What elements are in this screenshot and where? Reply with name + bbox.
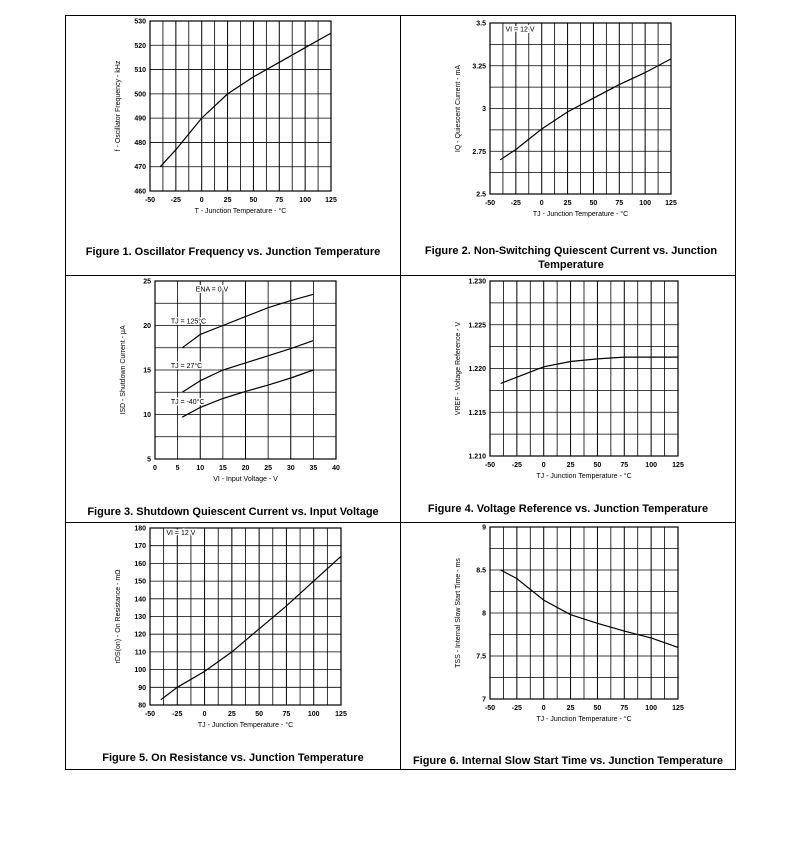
y-tick-label: 1.210: [468, 453, 486, 461]
plot-grid: [490, 527, 678, 699]
x-tick-label: 50: [249, 197, 258, 204]
figure-5-caption: Figure 5. On Resistance vs. Junction Temperature: [102, 752, 364, 764]
y-tick-label: 180: [134, 525, 146, 533]
x-tick-label: 25: [227, 711, 236, 718]
y-tick-label: 520: [134, 42, 146, 50]
figure-6-cell: [401, 523, 735, 769]
annotation-label: ENA = 0 V: [195, 286, 229, 294]
y-tick-label: 120: [134, 631, 146, 639]
x-tick-label: -50: [484, 462, 496, 469]
x-tick-label: 100: [645, 705, 657, 712]
x-tick-label: -50: [144, 711, 156, 718]
x-tick-label: 75: [620, 462, 629, 469]
y-axis-label: ISD - Shutdown Current - µA: [120, 325, 127, 415]
y-tick-label: 460: [134, 188, 146, 196]
figure-2-chart: [401, 16, 735, 275]
x-tick-label: 15: [218, 465, 227, 472]
x-tick-label: 75: [615, 200, 624, 207]
x-axis-label: TJ - Junction Temperature - °C: [536, 716, 632, 723]
plot-grid: [490, 281, 678, 456]
y-tick-label: 500: [134, 91, 146, 99]
y-tick-label: 130: [134, 614, 146, 621]
x-tick-label: -25: [510, 200, 521, 207]
x-tick-label: -50: [484, 200, 496, 207]
y-tick-label: 510: [134, 67, 146, 75]
y-tick-label: 8.5: [476, 567, 486, 575]
x-tick-label: 25: [223, 197, 232, 204]
x-tick-label: 0: [199, 197, 204, 204]
x-tick-label: 25: [264, 465, 273, 472]
y-tick-label: 530: [134, 18, 146, 26]
y-axis-label: rDS(on) - On Resistance - mΩ: [115, 569, 122, 664]
figure-1-caption: Figure 1. Oscillator Frequency vs. Junction Temperature: [85, 246, 381, 258]
annotation-label: TJ = 27°C: [170, 363, 203, 371]
figure-1-chart: [66, 16, 400, 275]
x-tick-label: 0: [539, 200, 544, 207]
x-tick-label: 25: [563, 200, 572, 207]
y-tick-label: 8: [482, 610, 486, 618]
x-axis-label: VI - Input Voltage - V: [213, 476, 278, 483]
y-tick-label: 9: [482, 524, 486, 532]
series-line-3: [182, 370, 313, 417]
y-tick-label: 480: [134, 139, 146, 147]
figure-3-caption: Figure 3. Shutdown Quiescent Current vs. Input Voltage: [87, 506, 379, 518]
figure-2-cell: [401, 16, 735, 275]
y-tick-label: 5: [147, 456, 151, 464]
x-tick-label: -50: [144, 197, 156, 204]
y-tick-label: 110: [134, 649, 146, 657]
y-tick-label: 470: [134, 164, 146, 172]
y-tick-label: 3.5: [476, 20, 486, 28]
figure-5-chart: [66, 523, 400, 769]
x-tick-label: 100: [645, 462, 657, 469]
x-tick-label: 30: [286, 465, 295, 472]
y-tick-label: 1.215: [468, 409, 486, 417]
x-tick-label: 50: [589, 200, 598, 207]
figure-6-caption: Figure 6. Internal Slow Start Time vs. Junction Temperature: [412, 755, 724, 767]
x-tick-label: 50: [593, 705, 602, 712]
figure-6-chart: [401, 523, 735, 769]
y-axis-label: VREF - Voltage Reference - V: [455, 321, 462, 416]
y-tick-label: 1.220: [468, 366, 486, 373]
figure-3-chart: [66, 276, 400, 522]
x-tick-label: -25: [511, 705, 522, 712]
y-tick-label: 160: [134, 560, 146, 568]
x-axis-label: T - Junction Temperature - °C: [194, 208, 287, 215]
x-tick-label: 0: [541, 462, 546, 469]
y-tick-label: 1.225: [468, 322, 486, 330]
x-tick-label: 35: [309, 465, 318, 472]
y-tick-label: 2.5: [476, 191, 486, 199]
y-tick-label: 10: [143, 412, 151, 419]
x-tick-label: 25: [566, 462, 575, 469]
x-tick-label: 20: [241, 465, 250, 472]
figure-4-cell: [401, 276, 735, 522]
x-tick-label: 0: [202, 711, 207, 718]
x-tick-label: 75: [275, 197, 284, 204]
x-tick-label: 100: [307, 711, 320, 718]
annotation-label: TJ = 125°C: [170, 318, 207, 326]
y-tick-label: 15: [143, 367, 151, 375]
x-tick-label: 25: [566, 705, 575, 712]
x-tick-label: 100: [639, 200, 651, 207]
y-tick-label: 1.230: [468, 278, 486, 286]
plot-grid: [150, 528, 341, 705]
figure-3-cell: [66, 276, 400, 522]
x-tick-label: 40: [332, 465, 340, 472]
x-tick-label: -25: [172, 711, 183, 718]
y-tick-label: 90: [138, 684, 146, 692]
x-tick-label: 0: [541, 705, 546, 712]
y-tick-label: 7: [482, 696, 486, 704]
x-tick-label: 0: [153, 465, 157, 472]
x-tick-label: 125: [665, 200, 677, 207]
figure-1-cell: [66, 16, 400, 275]
y-tick-label: 7.5: [476, 653, 486, 661]
plot-grid: [150, 21, 331, 191]
y-tick-label: 100: [134, 667, 146, 675]
y-tick-label: 25: [143, 278, 151, 286]
x-tick-label: -25: [511, 462, 522, 469]
y-tick-label: 140: [134, 596, 146, 604]
x-tick-label: 50: [593, 462, 602, 469]
y-tick-label: 3.25: [472, 63, 486, 71]
y-tick-label: 20: [143, 323, 151, 330]
x-tick-label: 125: [335, 711, 347, 718]
annotation-label: VI = 12 V: [505, 26, 535, 34]
y-tick-label: 2.75: [472, 148, 486, 156]
x-axis-label: TJ - Junction Temperature - °C: [536, 473, 632, 480]
x-tick-label: 50: [255, 711, 264, 718]
plot-grid: [490, 23, 671, 194]
y-tick-label: 170: [134, 543, 146, 551]
y-tick-label: 80: [138, 702, 146, 710]
table-border-right: [735, 15, 736, 770]
y-axis-label: TSS - Internal Slow Start Time - ms: [455, 558, 462, 668]
x-tick-label: -50: [484, 705, 496, 712]
x-axis-label: TJ - Junction Temperature - °C: [532, 211, 629, 218]
y-axis-label: f - Oscillator Frequency - kHz: [115, 60, 122, 152]
x-tick-label: -25: [170, 197, 181, 204]
x-tick-label: 100: [299, 197, 311, 204]
x-tick-label: 10: [196, 465, 205, 472]
figure-2-caption: Figure 2. Non-Switching Quiescent Current vs. Junction Temperature: [424, 245, 718, 271]
figure-4-caption: Figure 4. Voltage Reference vs. Junction Temperature: [427, 503, 709, 515]
x-axis-label: TJ - Junction Temperature - °C: [197, 722, 294, 729]
x-tick-label: 125: [672, 705, 684, 712]
x-tick-label: 125: [325, 197, 337, 204]
y-tick-label: 150: [134, 578, 146, 586]
y-axis-label: IQ - Quiescent Current - mA: [455, 64, 462, 153]
annotation-label: TJ = -40°C: [170, 398, 205, 406]
figure-4-chart: [401, 276, 735, 522]
y-tick-label: 3: [482, 106, 486, 113]
x-tick-label: 75: [282, 711, 291, 718]
x-tick-label: 5: [175, 465, 180, 472]
figure-5-cell: [66, 523, 400, 769]
x-tick-label: 75: [620, 705, 629, 712]
annotation-label: VI = 12 V: [166, 530, 196, 538]
y-tick-label: 490: [134, 115, 146, 123]
x-tick-label: 125: [672, 462, 684, 469]
